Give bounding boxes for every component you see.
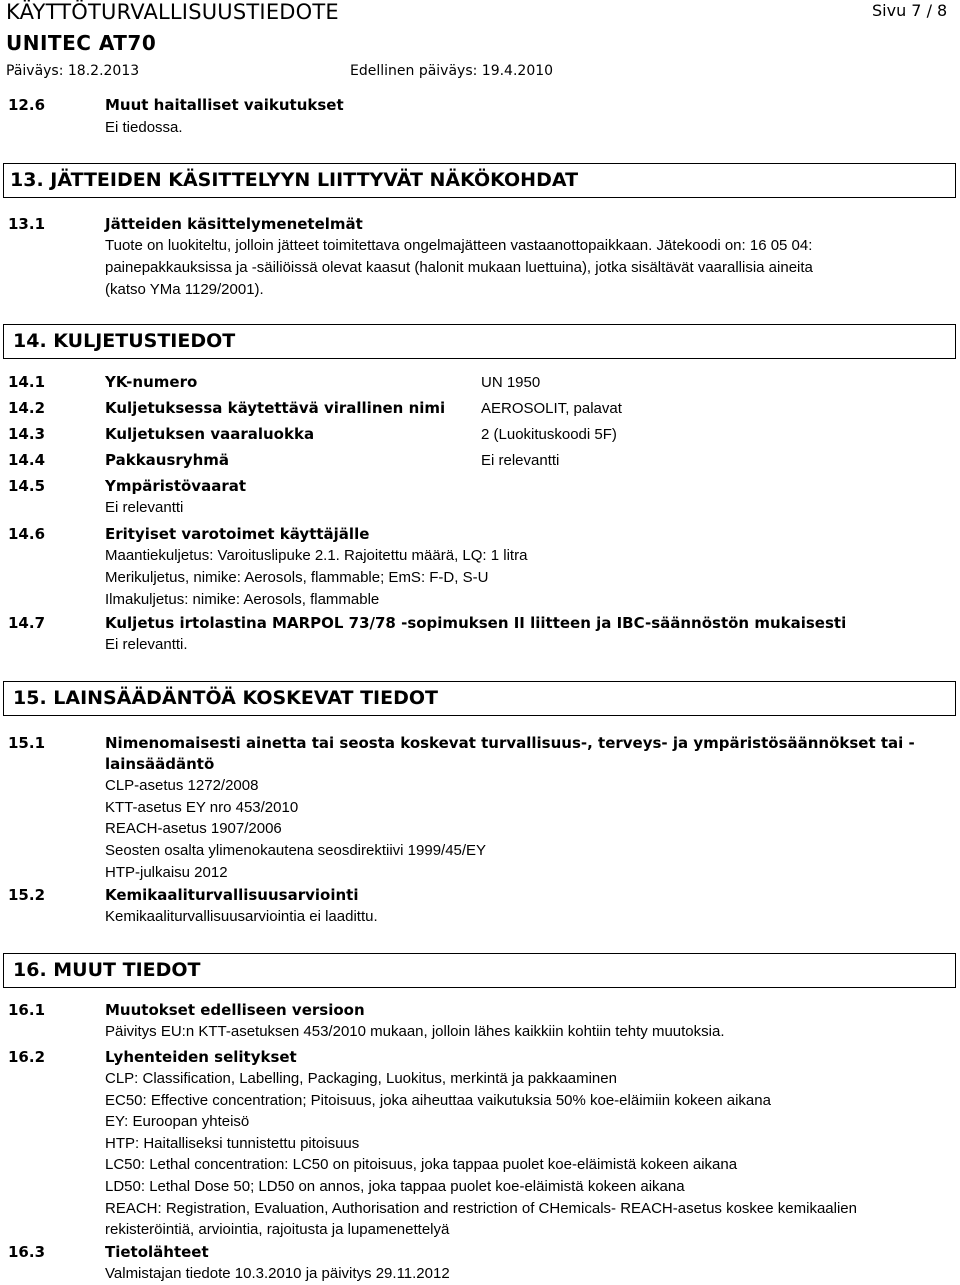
section-15-1-line: Seosten osalta ylimenokautena seosdirektiivi 1999/45/EY: [105, 842, 487, 859]
section-16-1-number: 16.1: [8, 1001, 46, 1019]
section-15-2-text: Kemikaaliturvallisuusarviointia ei laadittu.: [105, 908, 378, 925]
section-14-3-title: Kuljetuksen vaaraluokka: [105, 425, 315, 443]
document-type: KÄYTTÖTURVALLISUUSTIEDOTE: [6, 0, 339, 24]
section-14-1-number: 14.1: [8, 373, 46, 391]
previous-revision-date: Edellinen päiväys: 19.4.2010: [350, 63, 554, 79]
section-16-2-line: EY: Euroopan yhteisö: [105, 1113, 250, 1130]
section-14-2-value: AEROSOLIT, palavat: [481, 400, 622, 417]
section-14-7-text: Ei relevantti.: [105, 636, 188, 653]
section-16-1-title: Muutokset edelliseen versioon: [105, 1001, 365, 1019]
section-13-1-line: (katso YMa 1129/2001).: [105, 281, 264, 298]
section-14-4-value: Ei relevantti: [481, 452, 560, 469]
section-14-7-title: Kuljetus irtolastina MARPOL 73/78 -sopimuksen II liitteen ja IBC-säännöstön mukaisesti: [105, 614, 847, 632]
section-14-6-line: Maantiekuljetus: Varoituslipuke 2.1. Rajoitettu määrä, LQ: 1 litra: [105, 547, 528, 564]
section-15-header: [3, 681, 956, 716]
section-15-1-line: REACH-asetus 1907/2006: [105, 820, 282, 837]
section-16-header: [3, 953, 956, 988]
section-16-3-title: Tietolähteet: [105, 1243, 209, 1261]
section-15-2-number: 15.2: [8, 886, 46, 904]
section-16-title: 16. MUUT TIEDOT: [13, 959, 201, 981]
section-14-3-number: 14.3: [8, 425, 46, 443]
section-16-3-number: 16.3: [8, 1243, 46, 1261]
section-15-1-title-cont: lainsäädäntö: [105, 755, 215, 773]
section-14-1-value: UN 1950: [481, 374, 541, 391]
section-16-2-line: REACH: Registration, Evaluation, Authorisation and restriction of CHemicals- REACH-asetus koskee kemikaalien: [105, 1200, 857, 1217]
section-15-1-number: 15.1: [8, 734, 46, 752]
page-number: Sivu 7 / 8: [872, 1, 948, 20]
section-14-3-value: 2 (Luokituskoodi 5F): [481, 426, 617, 443]
section-16-2-title: Lyhenteiden selitykset: [105, 1048, 297, 1066]
section-14-title: 14. KULJETUSTIEDOT: [13, 330, 236, 352]
section-16-1-text: Päivitys EU:n KTT-asetuksen 453/2010 mukaan, jolloin lähes kaikkiin kohtiin tehty muutoksia.: [105, 1023, 725, 1040]
section-16-2-line: EC50: Effective concentration; Pitoisuus, joka aiheuttaa vaikutuksia 50% koe-eläimiin kokeen aikana: [105, 1092, 771, 1109]
section-14-2-title: Kuljetuksessa käytettävä virallinen nimi: [105, 399, 446, 417]
section-16-2-line: LC50: Lethal concentration: LC50 on pitoisuus, joka tappaa puolet koe-eläimistä kokeen aikana: [105, 1156, 738, 1173]
section-14-6-line: Merikuljetus, nimike: Aerosols, flammable; EmS: F-D, S-U: [105, 569, 489, 586]
section-15-1-line: KTT-asetus EY nro 453/2010: [105, 799, 299, 816]
section-14-6-title: Erityiset varotoimet käyttäjälle: [105, 525, 370, 543]
section-15-1-line: CLP-asetus 1272/2008: [105, 777, 259, 794]
product-name: UNITEC AT70: [6, 31, 157, 55]
section-14-5-text: Ei relevantti: [105, 499, 184, 516]
section-14-4-number: 14.4: [8, 451, 46, 469]
section-15-1-line: HTP-julkaisu 2012: [105, 864, 228, 881]
section-14-5-title: Ympäristövaarat: [105, 477, 247, 495]
section-12-6-title: Muut haitalliset vaikutukset: [105, 96, 344, 114]
section-14-4-title: Pakkausryhmä: [105, 451, 229, 469]
section-14-5-number: 14.5: [8, 477, 46, 495]
section-16-2-line: LD50: Lethal Dose 50; LD50 on annos, joka tappaa puolet koe-eläimistä kokeen aikana: [105, 1178, 685, 1195]
section-14-header: [3, 324, 956, 359]
section-13-header: [3, 163, 956, 198]
revision-date: Päiväys: 18.2.2013: [6, 63, 140, 79]
section-16-2-line: HTP: Haitalliseksi tunnistettu pitoisuus: [105, 1135, 360, 1152]
section-14-1-title: YK-numero: [105, 373, 198, 391]
section-12-6-number: 12.6: [8, 96, 46, 114]
section-14-2-number: 14.2: [8, 399, 46, 417]
section-14-6-line: Ilmakuljetus: nimike: Aerosols, flammable: [105, 591, 380, 608]
section-15-1-title: Nimenomaisesti ainetta tai seosta koskevat turvallisuus-, terveys- ja ympäristösäännökset tai -: [105, 734, 915, 752]
section-12-6-text: Ei tiedossa.: [105, 119, 183, 136]
section-15-title: 15. LAINSÄÄDÄNTÖÄ KOSKEVAT TIEDOT: [13, 687, 438, 709]
section-16-2-line: rekisteröintiä, arviointia, rajoitusta ja lupamenettelyä: [105, 1221, 450, 1238]
section-13-1-number: 13.1: [8, 215, 46, 233]
section-13-title: 13. JÄTTEIDEN KÄSITTELYYN LIITTYVÄT NÄKÖKOHDAT: [10, 169, 579, 191]
section-13-1-line: painepakkauksissa ja -säiliöissä olevat kaasut (halonit mukaan luettuina), jotka sisältävät vaarallisia aineita: [105, 259, 813, 276]
section-16-2-line: CLP: Classification, Labelling, Packaging, Luokitus, merkintä ja pakkaaminen: [105, 1070, 617, 1087]
section-16-2-number: 16.2: [8, 1048, 46, 1066]
section-13-1-title: Jätteiden käsittelymenetelmät: [105, 215, 363, 233]
section-14-7-number: 14.7: [8, 614, 46, 632]
section-13-1-line: Tuote on luokiteltu, jolloin jätteet toimitettava ongelmajätteen vastaanottopaikkaan. Jätekoodi on: 16 05 04:: [105, 237, 813, 254]
section-16-3-text: Valmistajan tiedote 10.3.2010 ja päivitys 29.11.2012: [105, 1265, 450, 1282]
section-15-2-title: Kemikaaliturvallisuusarviointi: [105, 886, 359, 904]
section-14-6-number: 14.6: [8, 525, 46, 543]
